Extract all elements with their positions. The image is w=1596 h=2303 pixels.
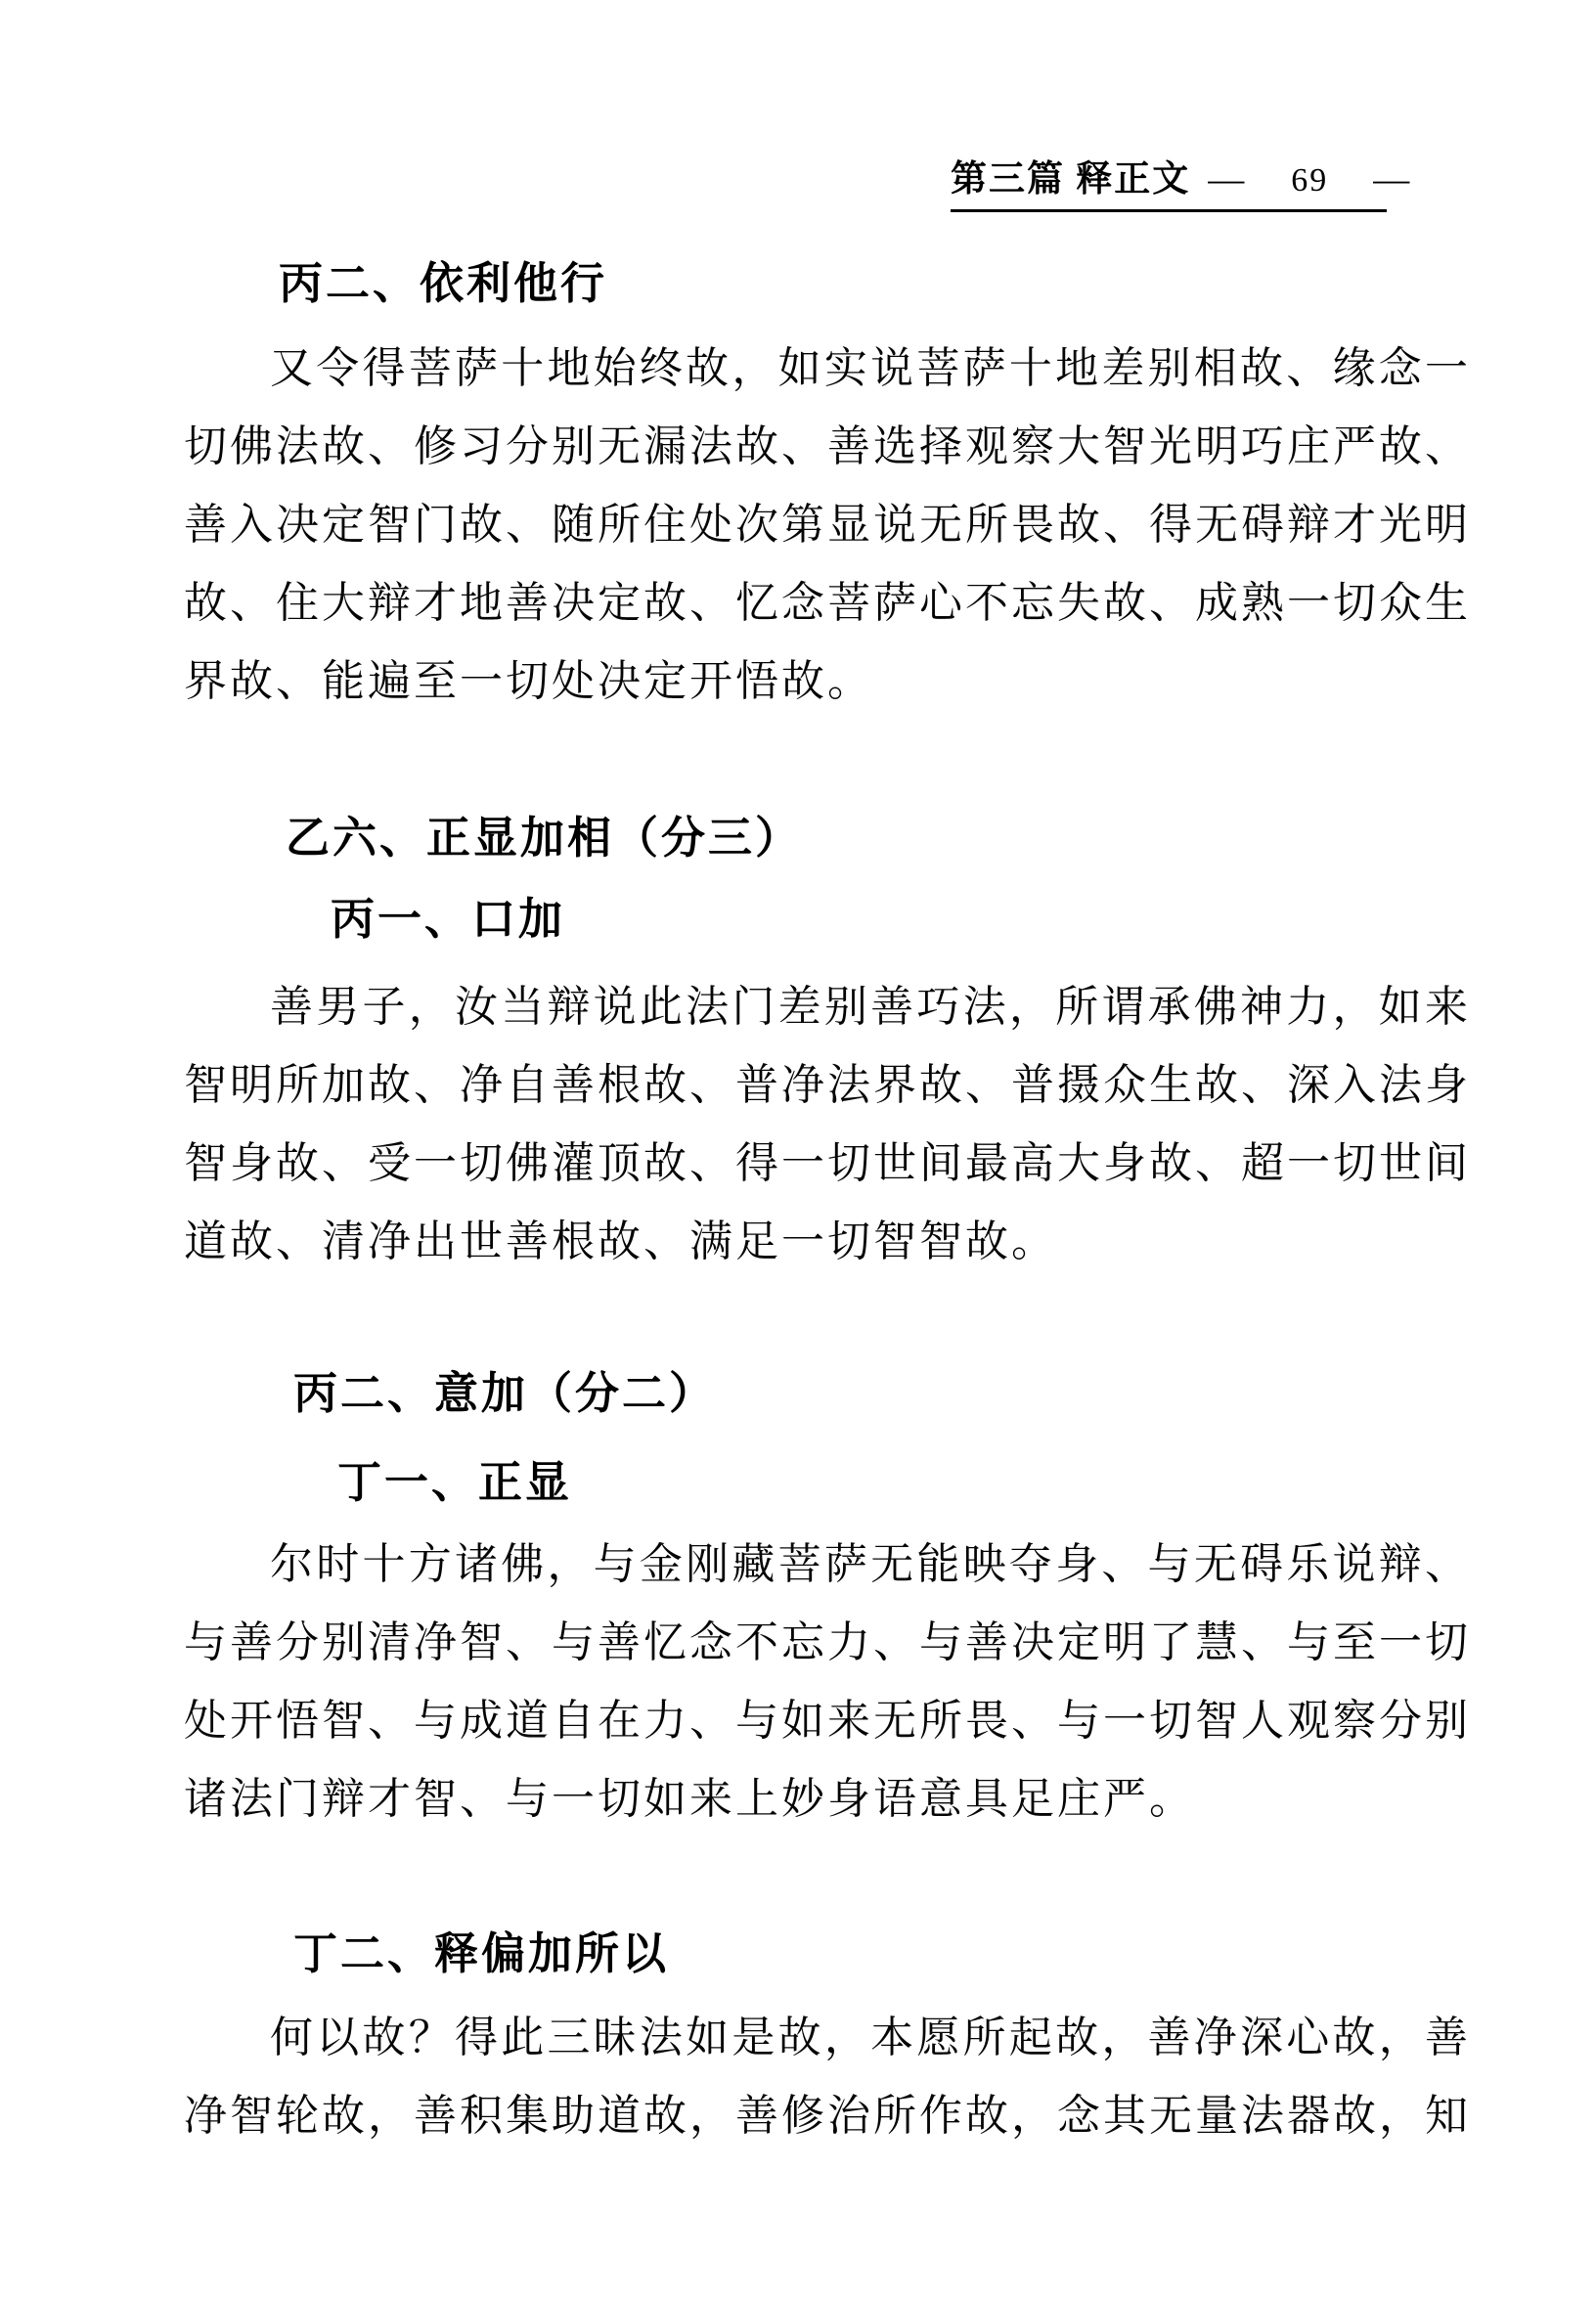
paragraph [184, 968, 1471, 1281]
paragraph-line: 何以故？得此三昧法如是故，本愿所起故，善净深心故，善 [270, 2014, 1471, 2061]
paragraph-line: 界故、能遍至一切处决定开悟故。 [184, 657, 873, 705]
paragraph-line: 善入决定智门故、随所住处次第显说无所畏故、得无碍辩才光明 [184, 501, 1471, 549]
section-heading-ding2: 丁二、释偏加所以 [293, 1929, 670, 1978]
section-heading-bing2-yi: 丙二、意加（分二） [293, 1369, 717, 1418]
paragraph-line: 净智轮故，善积集助道故，善修治所作故，念其无量法器故，知 [184, 2092, 1471, 2140]
paragraph-line: 故、住大辩才地善决定故、忆念菩萨心不忘失故、成熟一切众生 [184, 579, 1471, 627]
paragraph-line: 智明所加故、净自善根故、普净法界故、普摄众生故、深入法身 [184, 1061, 1471, 1109]
running-header [951, 149, 1412, 212]
paragraph-line: 智身故、受一切佛灌顶故、得一切世间最高大身故、超一切世间 [184, 1139, 1471, 1187]
paragraph-line: 处开悟智、与成道自在力、与如来无所畏、与一切智人观察分别 [184, 1697, 1471, 1745]
page-number: 69 [1291, 162, 1329, 199]
section-heading-bing1: 丙一、口加 [331, 895, 566, 944]
dash: — [1373, 159, 1412, 199]
paragraph [184, 1999, 1471, 2155]
paragraph-line: 切佛法故、修习分别无漏法故、善选择观察大智光明巧庄严故、 [184, 422, 1471, 470]
section-heading-ding1: 丁一、正显 [337, 1458, 573, 1507]
paragraph [184, 330, 1471, 721]
chapter-title: 第三篇 释正文 [951, 159, 1191, 199]
section-heading-yi6: 乙六、正显加相（分三） [286, 814, 803, 863]
dash: — [1208, 159, 1247, 199]
paragraph-line: 诸法门辩才智、与一切如来上妙身语意具足庄严。 [184, 1775, 1195, 1823]
paragraph [184, 1526, 1471, 1838]
paragraph-line: 善男子，汝当辩说此法门差别善巧法，所谓承佛神力，如来 [270, 983, 1471, 1031]
paragraph-line: 与善分别清净智、与善忆念不忘力、与善决定明了慧、与至一切 [184, 1618, 1471, 1666]
paragraph-line: 又令得菩萨十地始终故，如实说菩萨十地差别相故、缘念一 [270, 344, 1471, 392]
paragraph-line: 尔时十方诸佛，与金刚藏菩萨无能映夺身、与无碍乐说辩、 [270, 1540, 1471, 1588]
section-heading-bing2-benefit: 丙二、依利他行 [279, 259, 608, 308]
paragraph-line: 道故、清净出世善根故、满足一切智智故。 [184, 1218, 1057, 1265]
